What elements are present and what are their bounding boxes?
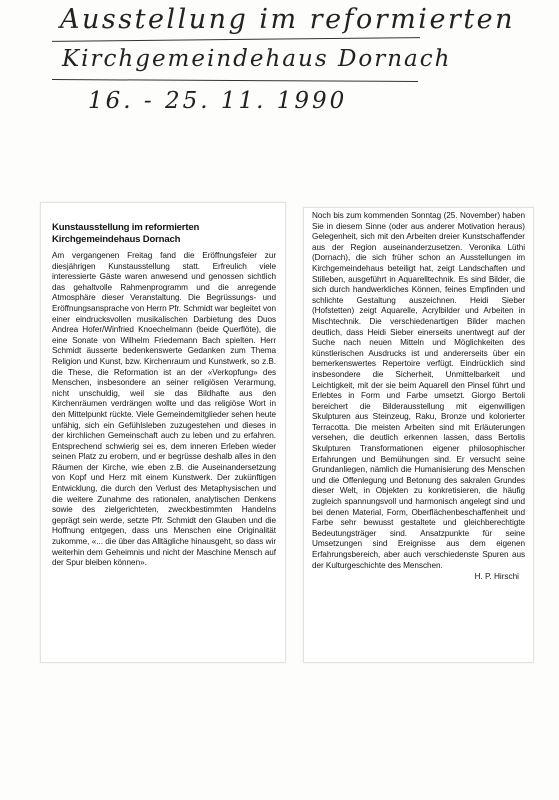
article-headline-line-1: Kunstausstellung im reformierten xyxy=(52,222,200,233)
article-clipping-right xyxy=(303,207,534,663)
handwritten-title-line-1: Ausstellung im reformierten xyxy=(60,4,516,35)
article-headline-line-2: Kirchgemeindehaus Dornach xyxy=(52,234,181,245)
article-body-column-2: Noch bis zum kommenden Sonntag (25. November) haben Sie in diesem Sinne (oder aus anderer Motivation heraus) Gelegenheit, sich mit den Arbeiten dreier Kunstschaffender aus der Region auseinanderzusetzen. Veronika Lüthi (Dornach), die sich früher schon an Ausstellungen im Kirchgemeindehaus beteiligt hat, zeigt Landschaften und Stilleben, ausgeführt in Aquarelltechnik. Es sind Bilder, die sich durch handwerkliches Können, feines Empfinden und schlichte Gestaltung auszeichnen. Heidi Sieber (Hofstetten) zeigt Aquarelle, Acrylbilder und Arbeiten in Mischtechnik. Die verschiedenartigen Bilder machen deutlich, dass Heidi Sieber einerseits unentwegt auf der Suche nach neuen Mitteln und Möglichkeiten des künstlerischen Ausdrucks ist und andererseits über ein bemerkenswertes Repertoire verfügt. Eindrücklich sind insbesondere die Sicherheit, Unmittelbarkeit und Leichtigkeit, mit der sie beim Aquarell den Pinsel führt und Erlebtes in Form und Farbe umsetzt. Giorgo Bertoli bereichert die Bilderausstellung mit eigenwilligen Skulpturen aus Steinzeug, Raku, Bronze und kolorierter Terracotta. Die meisten Arbeiten sind mit Erläuterungen versehen, die deutlich erkennen lassen, dass Bertolis Skulpturen Transformationen eigener philosophischer Erfahrungen und Bemühungen sind. Er versucht seine Grundanliegen, nämlich die Humanisierung des Menschen und die Offenlegung und Betonung des sakralen Grundes dieser Welt, in Objekten zu konkretisieren, die häufig zugleich spannungsvoll und harmonisch angelegt sind und bei denen Material, Form, Oberflächenbeschaffenheit und Farbe sehr bewusst gestaltete und gleichberechtigte Bedeutungsträger sind. Ansatzpunkte für seine Umsetzungen sind Ereignisse aus dem eigenen Erfahrungsbereich, aber auch verschiedenste Spuren aus der Kulturgeschichte des Menschen. xyxy=(312,211,525,570)
handwritten-title-line-2: Kirchgemeindehaus Dornach xyxy=(62,46,452,72)
article-clipping-left xyxy=(40,202,286,663)
handwritten-underline-1 xyxy=(52,37,420,42)
article-body-column-1: Am vergangenen Freitag fand die Eröffnungsfeier zur diesjährigen Kunstausstellung statt. Erfreulich viele interessierte Gäste waren anwesend und genossen sichtlich das gehaltvolle Rahmenprogramm und die anregende Atmosphäre dieser Veranstaltung. Die Begrüssungs- und Eröffnungsansprache von Herrn Pfr. Schmidt war begleitet von einer eindrucksvollen musikalischen Darbietung des Duos Andrea Hofer/Winfried Knoechelmann (beide Querflöte), die eine Sonate von Wilhelm Friedemann Bach spielten. Herr Schmidt äusserte bedenkenswerte Gedanken zum Thema Religion und Kunst, bzw. Kirchenraum und Kunstwerk, so z.B. die These, die Reformation ist an der «Verkopfung» des Menschen, insbesondere an seiner religiösen Verarmung, nicht unschuldig, weil sie das Bildhafte aus den Kirchenräumen verdrängen wollte und das religiöse Wort in den Mittelpunkt rückte. Viele Gemeindemitglieder sehen heute unfähig, sich ein Gefühlsleben zuzugestehen und dieses in der kirchlichen Gemeinschaft auch zu leben und zu erfahren. Entsprechend schwierig sei es, dem inneren Erleben wieder seinen Platz zu erobern, und er begrüsse deshalb alles in den Räumen der Kirche, wie eben z.B. die Auseinandersetzung von Kopf und Herz mit einem Kunstwerk. Der zukünftigen Entwicklung, die durch den Verlust des Metaphysischen und die weitere Zunahme des rationalen, analytischen Denkens sowie des zielgerichteten, zweckbestimmten Handelns geprägt sein werde, setzte Pfr. Schmidt den Glauben und die Hoffnung entgegen, dass uns Menschen eine Originalität zukomme, «... die über das Alltägliche hinausgeht, so dass wir weiterhin dem Geheimnis und nicht der Maschine Mensch auf der Spur bleiben können». xyxy=(52,251,276,568)
article-headline xyxy=(52,222,276,246)
handwritten-underline-2 xyxy=(52,79,418,82)
article-author: H. P. Hirschi xyxy=(474,572,519,582)
handwritten-date: 16. - 25. 11. 1990 xyxy=(88,88,348,114)
